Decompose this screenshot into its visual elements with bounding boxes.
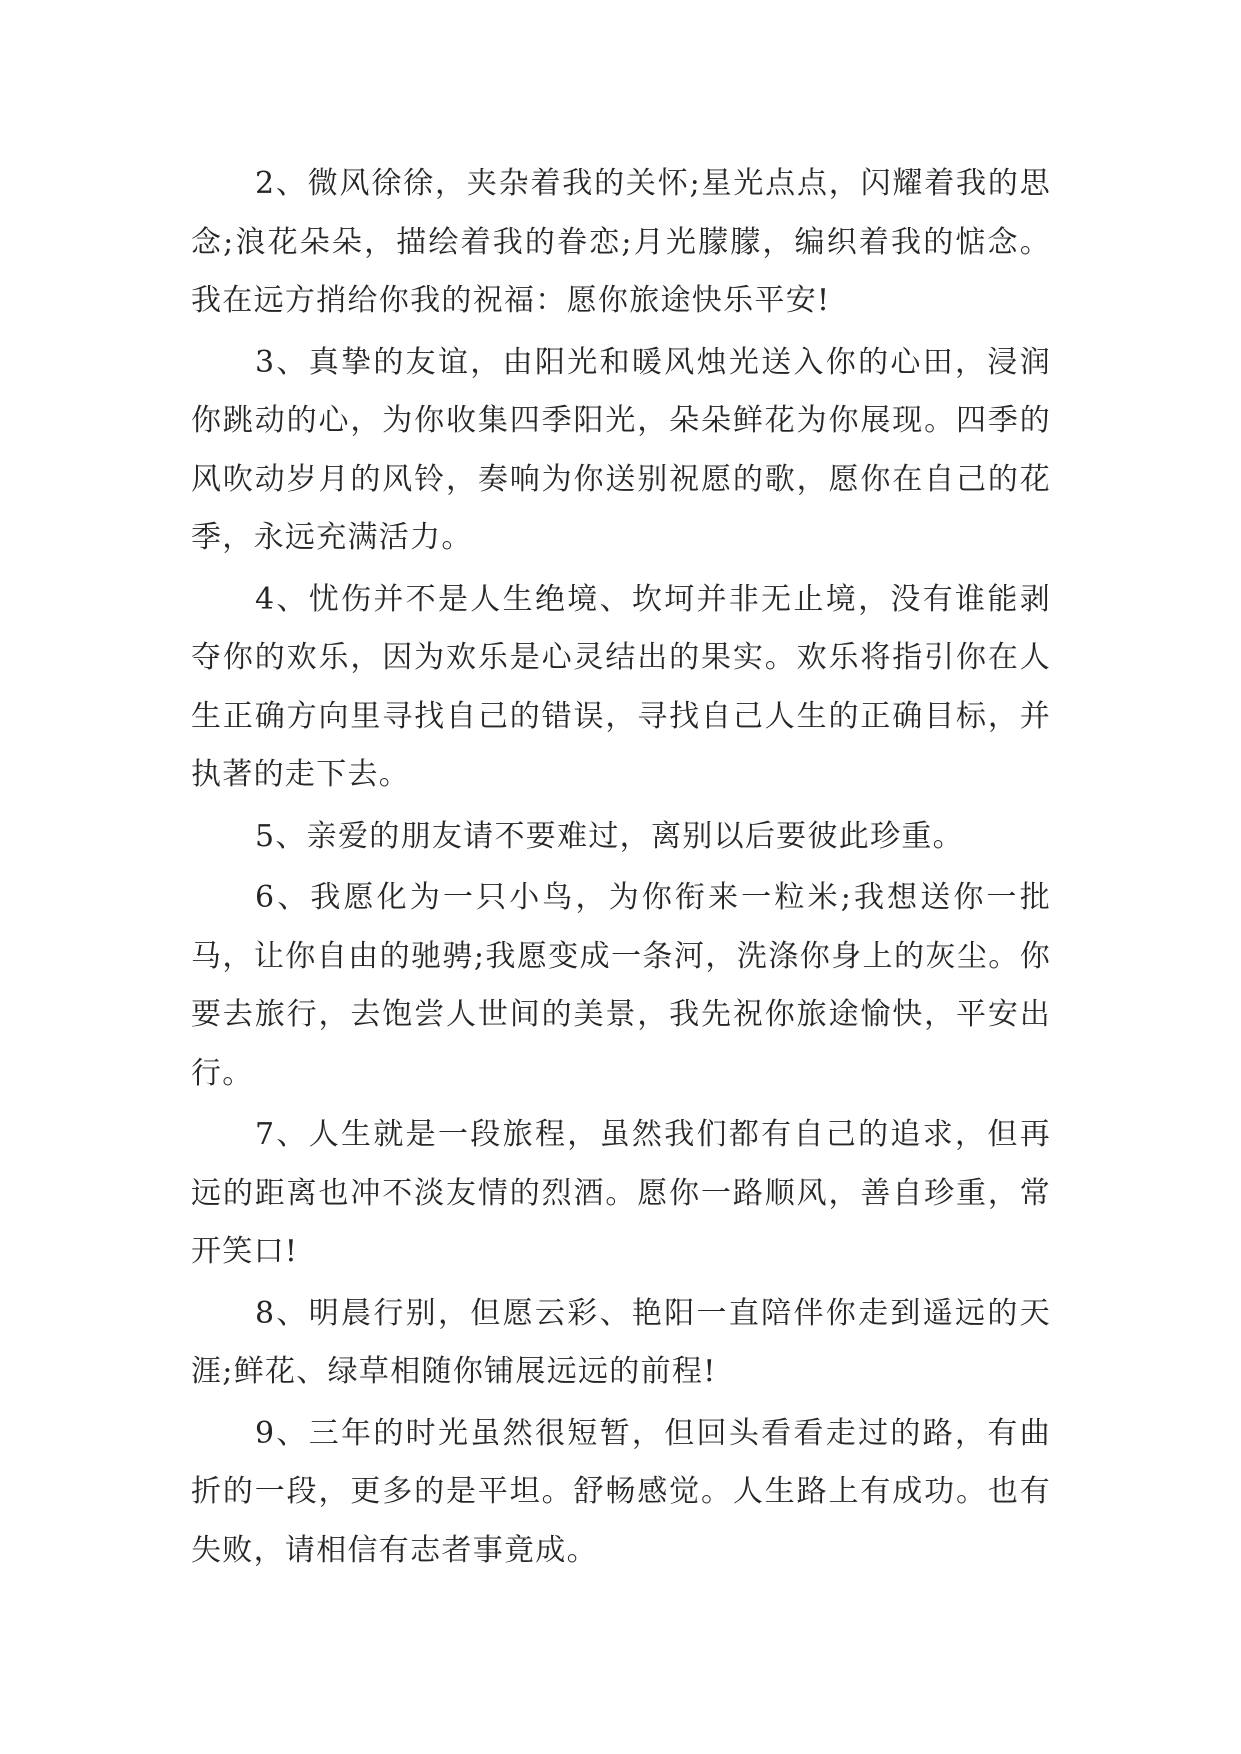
paragraph-7: 7、人生就是一段旅程，虽然我们都有自己的追求，但再远的距离也冲不淡友情的烈酒。愿你一路顺风，善自珍重，常开笑口! [191, 1117, 1051, 1269]
paragraph-5: 5、亲爱的朋友请不要难过，离别以后要彼此珍重。 [255, 818, 964, 854]
paragraph-6: 6、我愿化为一只小鸟，为你衔来一粒米;我想送你一批马，让你自由的驰骋;我愿变成一条河，洗涤你身上的灰尘。你要去旅行，去饱尝人世间的美景，我先祝你旅途愉快，平安出行。 [191, 880, 1051, 1091]
paragraph-9: 9、三年的时光虽然很短暂，但回头看看走过的路，有曲折的一段，更多的是平坦。舒畅感觉。人生路上有成功。也有失败，请相信有志者事竟成。 [191, 1415, 1051, 1568]
paragraph-8: 8、明晨行别，但愿云彩、艳阳一直陪伴你走到遥远的天涯;鲜花、绿草相随你铺展远远的前程! [191, 1295, 1051, 1389]
document-body [191, 155, 1051, 1583]
paragraph-2: 2、微风徐徐，夹杂着我的关怀;星光点点，闪耀着我的思念;浪花朵朵，描绘着我的眷恋;月光朦朦，编织着我的惦念。我在远方捎给你我的祝福：愿你旅途快乐平安! [191, 166, 1051, 318]
paragraph-3: 3、真挚的友谊，由阳光和暖风烛光送入你的心田，浸润你跳动的心，为你收集四季阳光，朵朵鲜花为你展现。四季的风吹动岁月的风铃，奏响为你送别祝愿的歌，愿你在自己的花季，永远充满活力。 [191, 344, 1051, 555]
paragraph-4: 4、忧伤并不是人生绝境、坎坷并非无止境，没有谁能剥夺你的欢乐，因为欢乐是心灵结出的果实。欢乐将指引你在人生正确方向里寻找自己的错误，寻找自己人生的正确目标，并执著的走下去。 [191, 581, 1051, 792]
